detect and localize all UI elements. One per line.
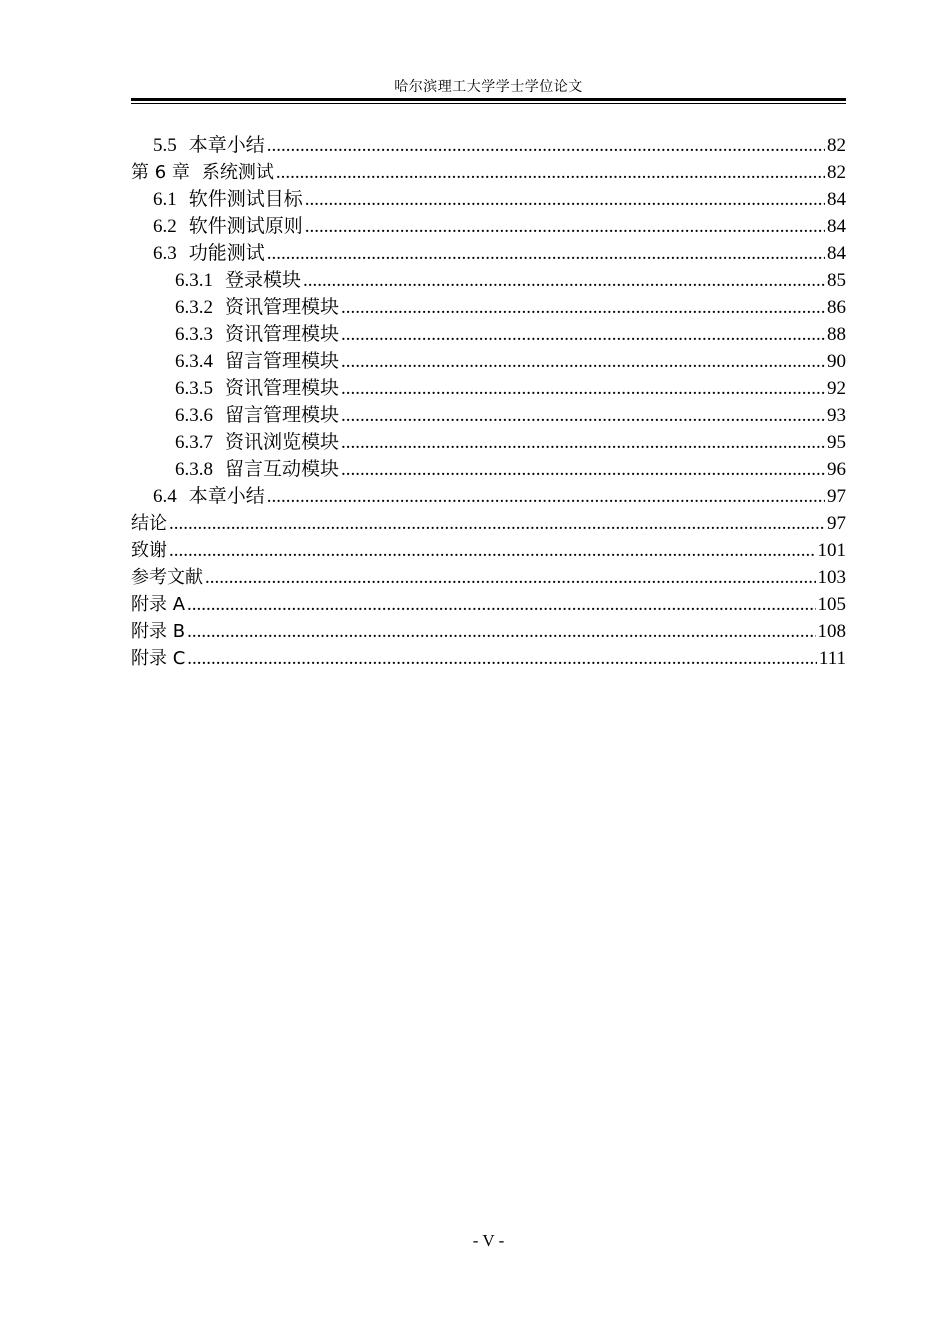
toc-entry-number: 6.4	[153, 486, 177, 507]
toc-entry-title: 留言管理模块	[225, 351, 340, 372]
toc-entry[interactable]	[131, 429, 846, 456]
toc-entry-number: 6.3.4	[175, 351, 213, 372]
toc-dot-leader	[341, 321, 825, 348]
toc-entry-page: 101	[817, 540, 846, 561]
toc-entry[interactable]	[131, 456, 846, 483]
toc-entry-title: 登录模块	[225, 270, 302, 291]
toc-dot-leader	[305, 213, 825, 240]
toc-entry-title: 结论	[131, 513, 167, 534]
toc-entry-page: 82	[827, 135, 846, 156]
toc-entry-page: 82	[827, 162, 846, 183]
toc-entry-title: 软件测试原则	[188, 216, 303, 237]
toc-entry[interactable]	[131, 618, 846, 645]
toc-entry-page: 90	[827, 351, 846, 372]
toc-entry-page: 96	[827, 459, 846, 480]
toc-dot-leader	[169, 537, 816, 564]
toc-entry-number: 6.3.5	[175, 378, 213, 399]
toc-dot-leader	[267, 240, 825, 267]
toc-dot-leader	[303, 267, 825, 294]
running-header: 哈尔滨理工大学学士学位论文	[394, 80, 583, 95]
toc-entry[interactable]	[131, 483, 846, 510]
toc-dot-leader	[267, 483, 825, 510]
toc-entry-title: 留言互动模块	[225, 459, 340, 480]
toc-entry-title: 致谢	[131, 540, 167, 561]
page-number: - V -	[472, 1231, 505, 1250]
toc-entry-number: 5.5	[153, 135, 177, 156]
toc-entry[interactable]	[131, 645, 846, 672]
table-of-contents	[131, 132, 846, 672]
toc-entry-number: 6.3.3	[175, 324, 213, 345]
toc-entry[interactable]	[131, 591, 846, 618]
toc-entry-title: 参考文献	[131, 567, 203, 588]
toc-entry[interactable]	[131, 321, 846, 348]
toc-entry-number: 6.3.8	[175, 459, 213, 480]
toc-dot-leader	[187, 618, 815, 645]
toc-dot-leader	[169, 510, 825, 537]
toc-entry-title: 附录 B	[131, 621, 186, 642]
toc-dot-leader	[341, 375, 825, 402]
toc-entry-page: 111	[818, 648, 846, 669]
toc-entry-title: 本章小结	[188, 486, 265, 507]
toc-entry-title: 附录 A	[131, 594, 186, 615]
toc-entry-title: 资讯浏览模块	[225, 432, 340, 453]
toc-entry-number: 6.3.6	[175, 405, 213, 426]
toc-entry-page: 88	[827, 324, 846, 345]
toc-dot-leader	[205, 564, 816, 591]
header-rule-thick	[131, 98, 846, 101]
toc-entry[interactable]	[131, 213, 846, 240]
toc-entry[interactable]	[131, 159, 846, 186]
toc-entry-title: 功能测试	[188, 243, 265, 264]
toc-entry-page: 97	[827, 513, 846, 534]
toc-dot-leader	[276, 159, 825, 186]
toc-entry-page: 108	[817, 621, 846, 642]
header-rule-thin	[131, 103, 846, 104]
toc-entry[interactable]	[131, 510, 846, 537]
toc-entry[interactable]	[131, 564, 846, 591]
toc-entry[interactable]	[131, 294, 846, 321]
toc-entry[interactable]	[131, 240, 846, 267]
toc-dot-leader	[341, 429, 825, 456]
toc-entry-number: 6.3.7	[175, 432, 213, 453]
toc-entry-title: 附录 C	[131, 648, 186, 669]
toc-entry-number: 6.2	[153, 216, 177, 237]
toc-entry[interactable]	[131, 402, 846, 429]
toc-entry-title: 资讯管理模块	[225, 378, 340, 399]
toc-entry-page: 95	[827, 432, 846, 453]
toc-entry[interactable]	[131, 267, 846, 294]
toc-dot-leader	[341, 402, 825, 429]
toc-entry-number: 6.1	[153, 189, 177, 210]
toc-entry-page: 84	[827, 243, 846, 264]
toc-entry-title: 本章小结	[188, 135, 265, 156]
toc-entry-title: 系统测试	[201, 162, 274, 183]
toc-entry-page: 92	[827, 378, 846, 399]
toc-entry-number: 6.3.1	[175, 270, 213, 291]
toc-entry-page: 93	[827, 405, 846, 426]
toc-dot-leader	[267, 132, 825, 159]
toc-entry-number: 6.3	[153, 243, 177, 264]
toc-entry-title: 资讯管理模块	[225, 324, 340, 345]
toc-entry-page: 105	[817, 594, 846, 615]
toc-dot-leader	[341, 294, 825, 321]
toc-entry-page: 85	[827, 270, 846, 291]
toc-entry-page: 97	[827, 486, 846, 507]
toc-entry-page: 86	[827, 297, 846, 318]
toc-entry-page: 84	[827, 189, 846, 210]
toc-entry-title: 软件测试目标	[188, 189, 303, 210]
toc-entry-page: 84	[827, 216, 846, 237]
toc-entry-page: 103	[817, 567, 846, 588]
toc-entry-title: 资讯管理模块	[225, 297, 340, 318]
toc-entry-number: 6.3.2	[175, 297, 213, 318]
toc-entry[interactable]	[131, 375, 846, 402]
toc-entry[interactable]	[131, 186, 846, 213]
toc-entry[interactable]	[131, 132, 846, 159]
toc-dot-leader	[305, 186, 825, 213]
toc-entry-title: 留言管理模块	[225, 405, 340, 426]
toc-dot-leader	[187, 645, 817, 672]
toc-dot-leader	[187, 591, 815, 618]
toc-entry[interactable]	[131, 348, 846, 375]
toc-entry[interactable]	[131, 537, 846, 564]
toc-dot-leader	[341, 348, 825, 375]
toc-dot-leader	[341, 456, 825, 483]
toc-entry-number: 第 6 章	[131, 162, 190, 183]
